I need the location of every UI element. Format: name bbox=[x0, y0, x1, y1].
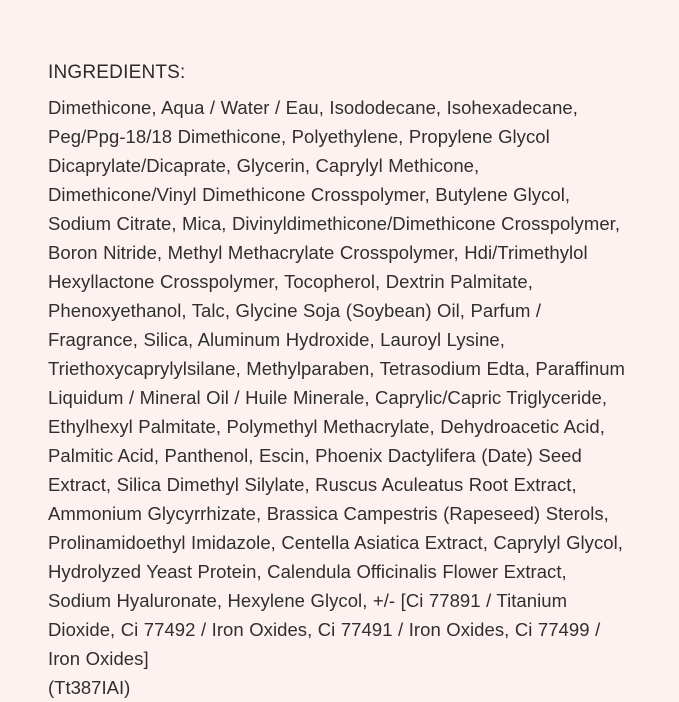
batch-code-text: (Tt387IAI) bbox=[48, 677, 131, 698]
ingredients-heading: INGREDIENTS: bbox=[48, 62, 186, 83]
ingredients-list-text: Dimethicone, Aqua / Water / Eau, Isododecane, Isohexadecane, Peg/Ppg-18/18 Dimethicone, Polyethylene, Propylene Glycol Dicaprylate/Dicaprate, Glycerin, Caprylyl Methicone, Dimethicone/Vinyl Dimethicone Crosspolymer, Butylene Glycol, Sodium Citrate, Mica, Divinyldimethicone/Dimethicone Crosspolymer, Boron Nitride, Methyl Methacrylate Crosspolymer, Hdi/Trimethylol Hexyllactone Crosspolymer, Tocopherol, Dextrin Palmitate, Phenoxyethanol, Talc, Glycine Soja (Soybean) Oil, Parfum / Fragrance, Silica, Aluminum Hydroxide, Lauroyl Lysine, Triethoxycaprylylsilane, Methylparaben, Tetrasodium Edta, Paraffinum Liquidum / Mineral Oil / Huile Minerale, Caprylic/Capric Triglyceride, Ethylhexyl Palmitate, Polymethyl Methacrylate, Dehydroacetic Acid, Palmitic Acid, Panthenol, Escin, Phoenix Dactylifera (Date) Seed Extract, Silica Dimethyl Silylate, Ruscus Aculeatus Root Extract, Ammonium Glycyrrhizate, Brassica Campestris (Rapeseed) Sterols, Prolinamidoethyl Imidazole, Centella Asiatica Extract, Caprylyl Glycol, Hydrolyzed Yeast Protein, Calendula Officinalis Flower Extract, Sodium Hyaluronate, Hexylene Glycol, +/- [Ci 77891 / Titanium Dioxide, Ci 77492 / Iron Oxides, Ci 77491 / Iron Oxides, Ci 77499 / Iron Oxides] bbox=[48, 97, 626, 669]
